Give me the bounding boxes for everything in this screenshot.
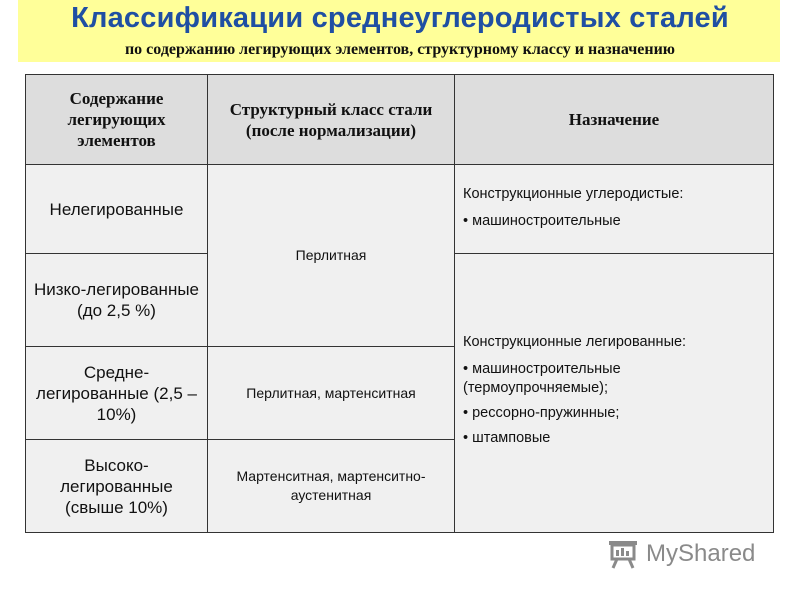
alloy-content-cell: Низко-легированные (до 2,5 %): [26, 254, 208, 347]
purpose-title: Конструкционные углеродистые:: [463, 186, 684, 202]
alloy-content-cell: Высоко-легированные (свыше 10%): [26, 440, 208, 533]
presentation-board-icon: [606, 539, 640, 569]
structural-class-cell: Мартенситная, мартенситно-аустенитная: [208, 440, 455, 533]
page-subtitle: по содержанию легирующих элементов, структурному классу и назначению: [124, 41, 676, 58]
classification-table: [25, 74, 774, 533]
purpose-item: • машиностроительные: [463, 212, 765, 231]
purpose-item: • штамповые: [463, 429, 765, 448]
table-header-row: [26, 75, 774, 165]
structural-class-cell: Перлитная, мартенситная: [208, 347, 455, 440]
purpose-title: Конструкционные легированные:: [463, 333, 687, 350]
myshared-logo[interactable]: [606, 537, 766, 573]
header-structural-class: Структурный класс стали (после нормализации): [208, 75, 455, 165]
structural-class-cell: Перлитная: [208, 165, 455, 347]
purpose-cell: [455, 254, 774, 533]
page-title: Классификации среднеуглеродистых сталей: [71, 2, 729, 34]
header-alloy-content: Содержание легирующих элементов: [26, 75, 208, 165]
alloy-content-cell: Средне-легированные (2,5 – 10%): [26, 347, 208, 440]
purpose-cell: [455, 165, 774, 254]
purpose-item: • рессорно-пружинные;: [463, 404, 765, 423]
logo-text: MyShared: [646, 540, 756, 567]
alloy-content-cell: Нелегированные: [26, 165, 208, 254]
header-purpose: Назначение: [455, 75, 774, 165]
purpose-item: • машиностроительные (термоупрочняемые);: [463, 360, 765, 398]
table-row: [26, 165, 774, 254]
